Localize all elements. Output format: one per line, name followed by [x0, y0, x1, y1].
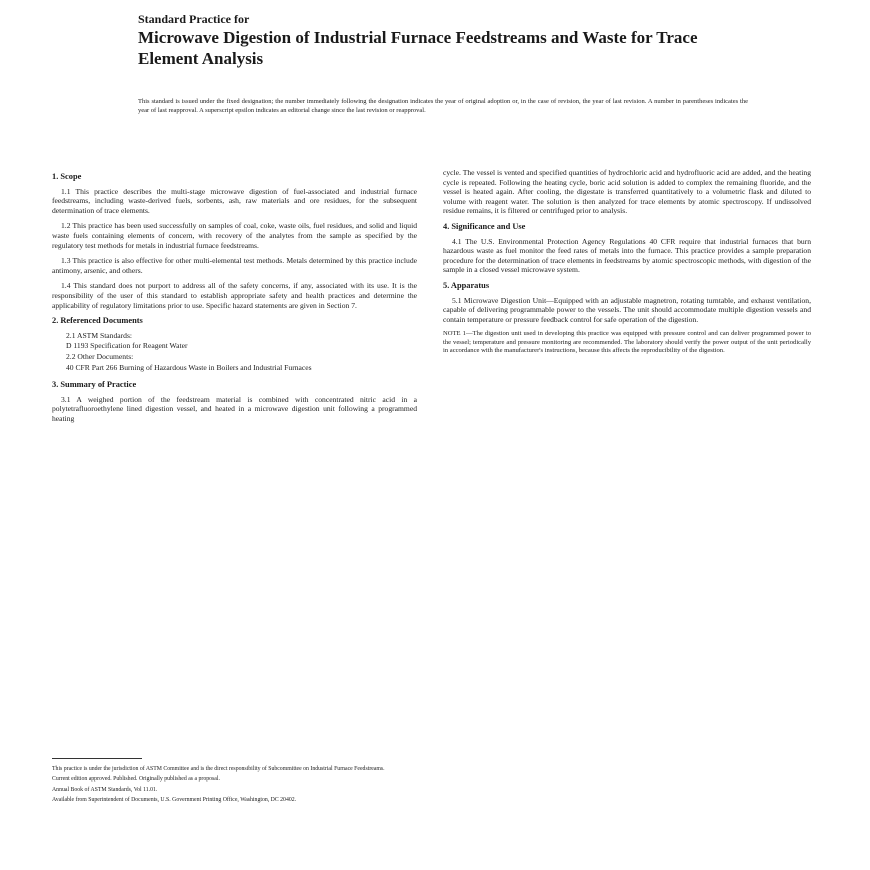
document-title: Microwave Digestion of Industrial Furnace Feedstreams and Waste for Trace Element Analysis — [138, 28, 698, 68]
footnote-3: Annual Book of ASTM Standards, Vol 11.01. — [52, 786, 158, 793]
section-heading-references: 2. Referenced Documents — [52, 316, 143, 326]
footnote-2: Current edition approved. Published. Originally published as a proposal. — [52, 776, 220, 783]
left-column — [52, 168, 417, 429]
footnotes — [52, 766, 417, 808]
paragraph-4-1: 4.1 The U.S. Environmental Protection Agency Regulations 40 CFR require that industrial furnaces that burn hazardous waste as fuel monitor the feed rates of metals into the furnace. This practice provides a sample preparation procedure for the determination of trace elements in feedstreams by atomic spectroscopic methods, with digestion of the sample in a closed vessel microwave system. — [443, 236, 811, 275]
reference-item: 40 CFR Part 266 Burning of Hazardous Waste in Boilers and Industrial Furnaces — [66, 362, 312, 372]
section-heading-significance: 4. Significance and Use — [443, 221, 526, 231]
footnote-1: This practice is under the jurisdiction of ASTM Committee and is the direct responsibility of Subcommittee on Industrial Furnace Feedstreams. — [52, 766, 385, 772]
note-1: NOTE 1—The digestion unit used in developing this practice was equipped with pressure control and can deliver programmed power to the vessel; temperature and pressure monitoring are recommended. The laboratory should verify the power output of the unit periodically in accordance with the manufacturer's instructions, because this affects the reproducibility of the digestion. — [443, 330, 811, 355]
footnote-rule — [52, 758, 142, 759]
document-header — [138, 12, 758, 69]
paragraph-1-1: 1.1 This practice describes the multi-stage microwave digestion of fuel-associated and industrial furnace feedstreams, including waste-derived fuels, sorbents, ash, raw materials and ore residues, for the subsequent determination of trace elements. — [52, 186, 417, 215]
reference-item: 2.2 Other Documents: — [66, 351, 134, 361]
section-heading-summary: 3. Summary of Practice — [52, 380, 137, 390]
right-column — [443, 168, 811, 362]
designation-note: This standard is issued under the fixed designation; the number immediately following the designation indicates the year of original adoption or, in the case of revision, the year of last revision. A number in parentheses indicates the year of last reapproval. A superscript epsilon indicates an editorial change since the last revision or reapproval. — [138, 98, 748, 114]
reference-list — [52, 331, 417, 372]
reference-item: 2.1 ASTM Standards: — [66, 330, 133, 340]
paragraph-1-4: 1.4 This standard does not purport to address all of the safety concerns, if any, associated with its use. It is the responsibility of the user of this standard to establish appropriate safety and health practices and determine the applicability of regulatory limitations prior to use. Specific hazard statements are given in Section 7. — [52, 281, 417, 310]
reference-item: D 1193 Specification for Reagent Water — [66, 341, 188, 351]
paragraph-3-1-continued: cycle. The vessel is vented and specified quantities of hydrochloric acid and hydrofluoric acid are added, and the heating cycle is repeated. Following the heating cycle, boric acid solution is added to complex the remaining fluoride, and the vessel is heated again. After cooling, the digestate is transferred quantitatively to a volumetric flask and diluted to volume with reagent water. The solution is then analyzed for trace elements by atomic spectroscopy. If undissolved residue remains, it is filtered or centrifuged prior to analysis. — [443, 168, 811, 216]
standard-label: Standard Practice for — [138, 12, 250, 26]
paragraph-1-3: 1.3 This practice is also effective for other multi-elemental test methods. Metals determined by this practice include antimony, arsenic, and others. — [52, 256, 417, 275]
footnote-4: Available from Superintendent of Documents, U.S. Government Printing Office, Washington, DC 20402. — [52, 797, 297, 804]
section-heading-scope: 1. Scope — [52, 172, 82, 181]
section-heading-apparatus: 5. Apparatus — [443, 280, 490, 290]
paragraph-3-1: 3.1 A weighed portion of the feedstream material is combined with concentrated nitric acid in a polytetrafluoroethylene lined digestion vessel, and heated in a microwave digestion unit following a programmed heating — [52, 394, 417, 423]
paragraph-5-1: 5.1 Microwave Digestion Unit—Equipped with an adjustable magnetron, rotating turntable, and exhaust ventilation, capable of delivering programmable power to the vessels. The unit should accommodate multiple digestion vessels and contain temperature or pressure feedback control for safe operation of the digestion. — [443, 295, 811, 324]
paragraph-1-2: 1.2 This practice has been used successfully on samples of coal, coke, waste oils, fuel residues, and solid and liquid waste fuels containing elements of concern, with recovery of the analytes from the sample as specified by the regulatory test methods for metals in industrial furnace feedstreams. — [52, 221, 417, 250]
